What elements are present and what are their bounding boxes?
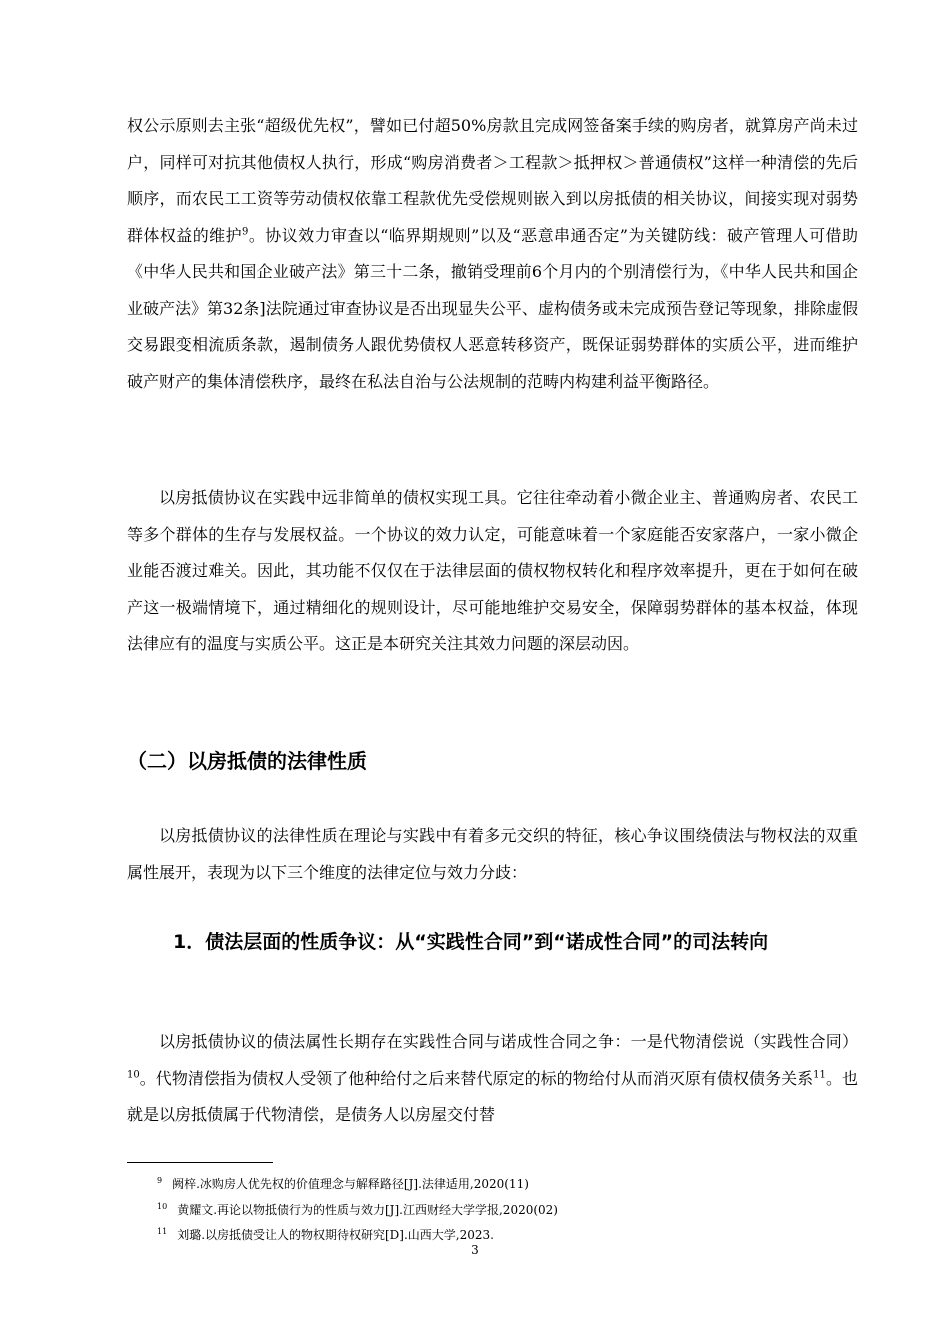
paragraph-text: 。也就是以房抵债属于代物清偿，是债务人以房屋交付替 — [127, 1068, 858, 1124]
footnote-number: 9 — [157, 1176, 163, 1185]
footnote-11 — [127, 1223, 858, 1244]
footnote-separator — [127, 1162, 273, 1163]
paragraph-text: 以房抵债协议的债法属性长期存在实践性合同与诺成性合同之争：一是代物清偿说（实践性合同） — [159, 1032, 858, 1051]
footnote-number: 10 — [157, 1202, 168, 1211]
footnote-text: 阙梓.冰购房人优先权的价值理念与解释路径[J].法律适用,2020(11) — [172, 1177, 529, 1191]
footnote-ref-9[interactable]: 9 — [242, 226, 249, 238]
section-heading: （二）以房抵债的法律性质 — [127, 749, 367, 773]
page-number: 3 — [471, 1243, 479, 1257]
footnote-text: 黄耀文.再论以物抵债行为的性质与效力[J].江西财经大学学报,2020(02) — [177, 1203, 558, 1217]
paragraph-text: 。协议效力审查以“临界期规则”以及“恶意串通否定”为关键防线：破产管理人可借助《中华人民共和国企业破产法》第三十二条，撤销受理前6个月内的个别清偿行为，《中华人民共和国企业破产法》第32条]法院通过审查协议是否出现显失公平、虚构债务或未完成预告登记等现象，排除虚假交易跟变相流质条款，遏制债务人跟优势债权人恶意转移资产，既保证弱势群体的实质公平，进而维护破产财产的集体清偿秩序，最终在私法自治与公法规制的范畴内构建利益平衡路径。 — [127, 225, 858, 391]
paragraph-text: 。代物清偿指为债权人受领了他种给付之后来替代原定的标的物给付从而消灭原有债权债务关系 — [139, 1068, 814, 1088]
body-paragraph-3: 以房抵债协议的法律性质在理论与实践中有着多元交织的特征，核心争议围绕债法与物权法的双重属性展开，表现为以下三个维度的法律定位与效力分歧： — [127, 826, 858, 882]
paragraph-text: 权公示原则去主张“超级优先权”，譬如已付超50%房款且完成网签备案手续的购房者，就算房产尚未过户，同样可对抗其他债权人执行，形成“购房消费者＞工程款＞抵押权＞普通债权”这样一种清偿的先后顺序，而农民工工资等劳动债权依靠工程款优先受偿规则嵌入到以房抵债的相关协议，间接实现对弱势群体权益的维护 — [127, 116, 858, 245]
body-paragraph-1 — [127, 108, 858, 400]
footnote-10 — [127, 1198, 858, 1219]
footnote-number: 11 — [157, 1227, 168, 1236]
body-paragraph-4 — [127, 1024, 858, 1134]
footnote-ref-11[interactable]: 11 — [813, 1069, 826, 1081]
footnote-text: 刘璐.以房抵债受让人的物权期待权研究[D].山西大学,2023. — [177, 1228, 494, 1242]
footnote-9 — [127, 1172, 858, 1193]
subsection-heading: 1．债法层面的性质争议：从“实践性合同”到“诺成性合同”的司法转向 — [173, 931, 769, 953]
footnote-ref-10[interactable]: 10 — [127, 1069, 140, 1081]
body-paragraph-2: 以房抵债协议在实践中远非简单的债权实现工具。它往往牵动着小微企业主、普通购房者、农民工等多个群体的生存与发展权益。一个协议的效力认定，可能意味着一个家庭能否安家落户，一家小微企业能否渡过难关。因此，其功能不仅仅在于法律层面的债权物权转化和程序效率提升，更在于如何在破产这一极端情境下，通过精细化的规则设计，尽可能地维护交易安全，保障弱势群体的基本权益，体现法律应有的温度与实质公平。这正是本研究关注其效力问题的深层动因。 — [127, 488, 858, 653]
